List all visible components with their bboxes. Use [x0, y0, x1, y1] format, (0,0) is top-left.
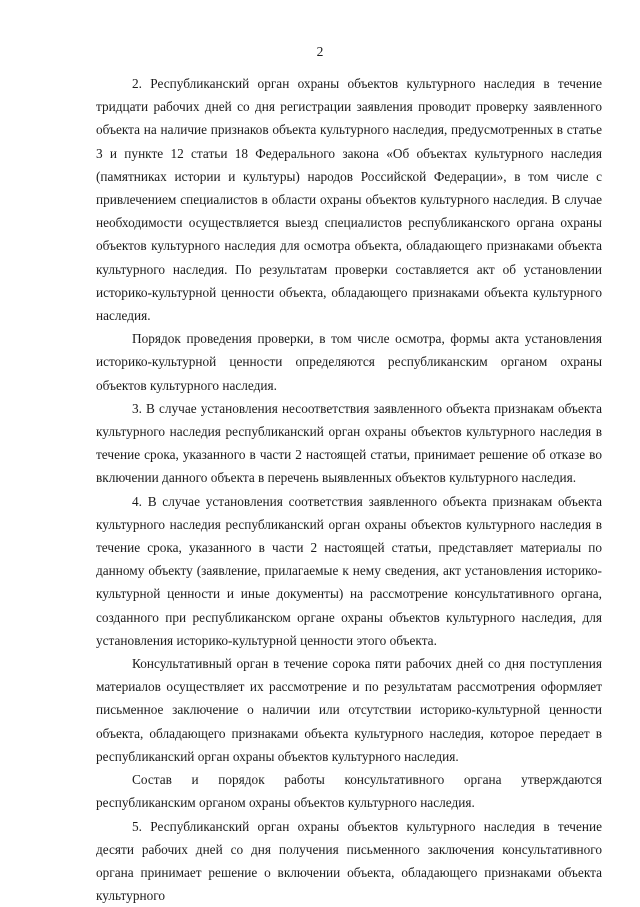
page-number: 2	[0, 44, 640, 60]
paragraph-consultative-body: Консультативный орган в течение сорока пяти рабочих дней со дня поступления материалов осуществляет их рассмотрение и по результатам рассмотрения оформляет письменное заключение о наличии или отсутствии историко-культурной ценности объекта, обладающего признаками объекта культурного наследия, которое передает в республиканский орган охраны объектов культурного наследия.	[96, 652, 602, 768]
paragraph-consultative-composition: Состав и порядок работы консультативного органа утверждаются республиканским органом охраны объектов культурного наследия.	[96, 768, 602, 814]
paragraph-item-3: 3. В случае установления несоответствия заявленного объекта признакам объекта культурного наследия республиканский орган охраны объектов культурного наследия в течение срока, указанного в части 2 настоящей статьи, принимает решение об отказе во включении данного объекта в перечень выявленных объектов культурного наследия.	[96, 397, 602, 490]
document-body	[96, 72, 602, 907]
paragraph-item-2: 2. Республиканский орган охраны объектов культурного наследия в течение тридцати рабочих дней со дня регистрации заявления проводит проверку заявленного объекта на наличие признаков объекта культурного наследия, предусмотренных в статье 3 и пункте 12 статьи 18 Федерального закона «Об объектах культурного наследия (памятниках истории и культуры) народов Российской Федерации», в том числе с привлечением специалистов в области охраны объектов культурного наследия. В случае необходимости осуществляется выезд специалистов республиканского органа охраны объектов культурного наследия для осмотра объекта, обладающего признаками объекта культурного наследия. По результатам проверки составляется акт об установлении историко-культурной ценности объекта, обладающего признаками объекта культурного наследия.	[96, 72, 602, 327]
paragraph-item-4: 4. В случае установления соответствия заявленного объекта признакам объекта культурного наследия республиканский орган охраны объектов культурного наследия в течение срока, указанного в части 2 настоящей статьи, представляет материалы по данному объекту (заявление, прилагаемые к нему сведения, акт установления историко-культурной ценности и иные документы) на рассмотрение консультативного органа, созданного при республиканском органе охраны объектов культурного наследия, для установления историко-культурной ценности этого объекта.	[96, 490, 602, 652]
paragraph-inspection-procedure: Порядок проведения проверки, в том числе осмотра, формы акта установления историко-культурной ценности определяются республиканским органом охраны объектов культурного наследия.	[96, 327, 602, 397]
paragraph-item-5: 5. Республиканский орган охраны объектов культурного наследия в течение десяти рабочих дней со дня получения письменного заключения консультативного органа принимает решение о включении объекта, обладающего признаками объекта культурного	[96, 815, 602, 907]
